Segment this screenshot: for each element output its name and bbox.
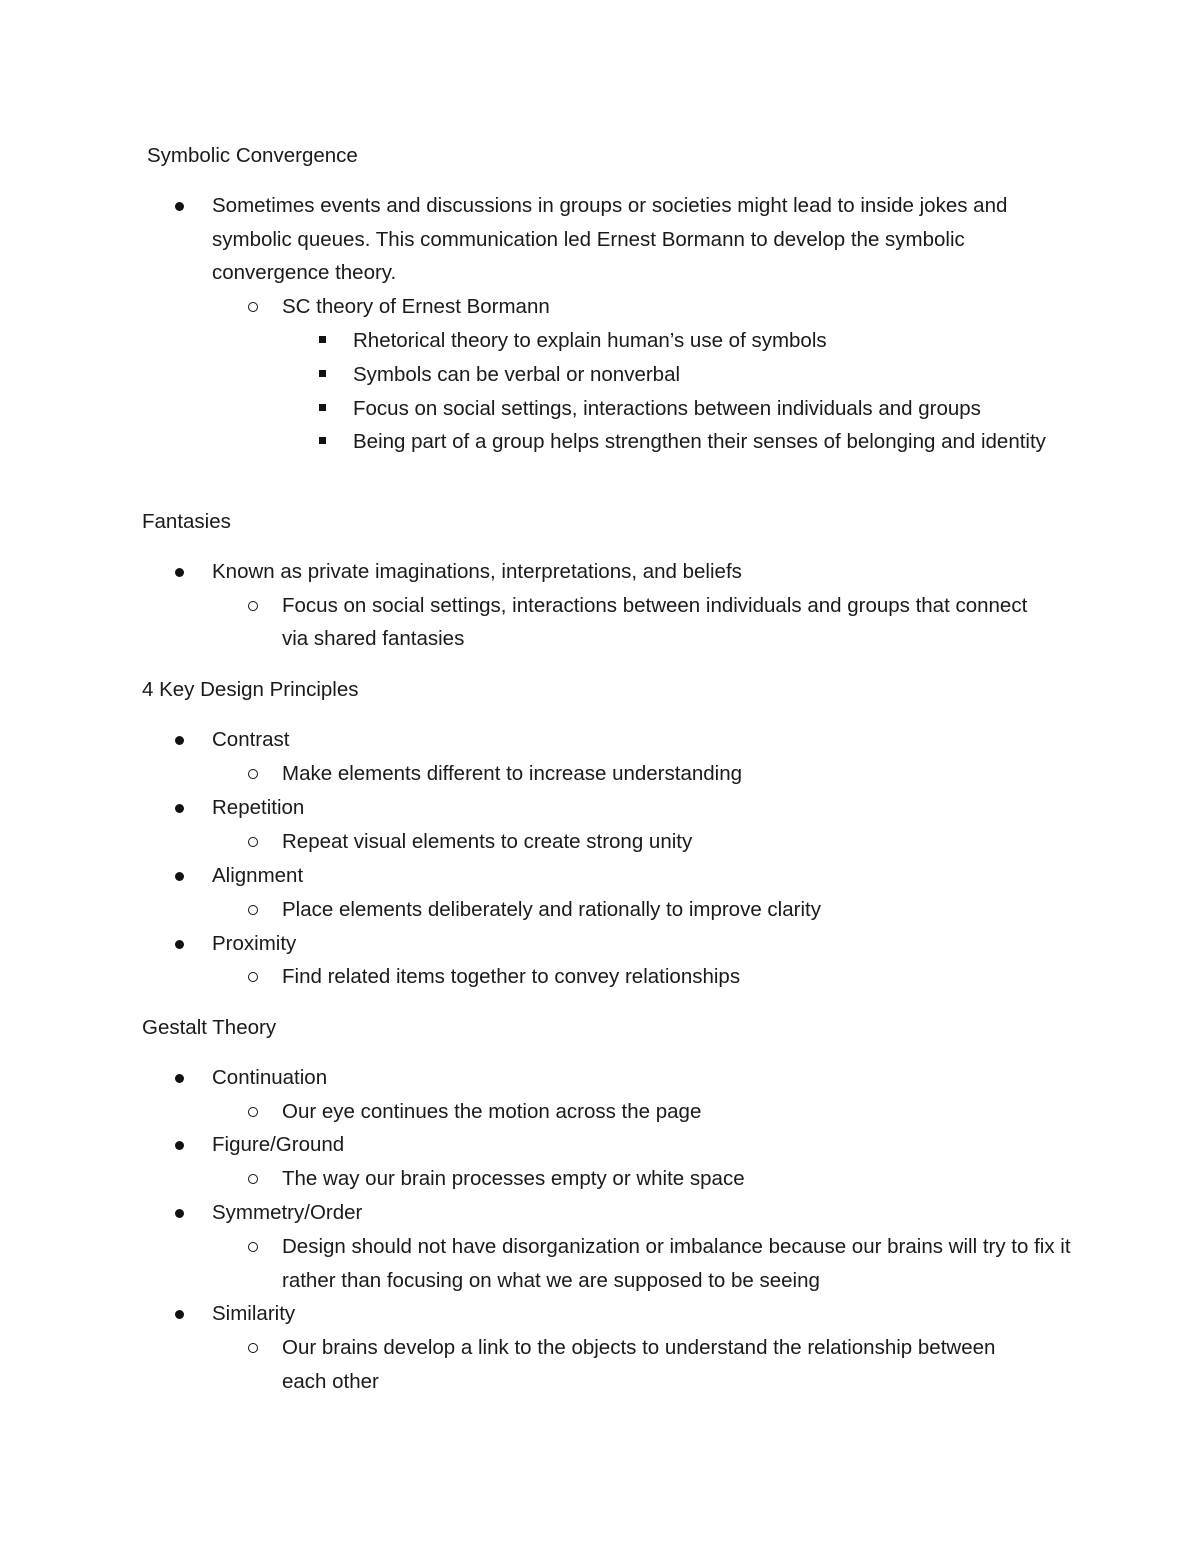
list-item-text: Focus on social settings, interactions between individuals and groups that connect via shared fantasies (282, 593, 1028, 651)
list-item (212, 555, 1082, 589)
list-item-text: Contrast (212, 727, 290, 751)
list-item (282, 825, 1082, 859)
list-item-text: Known as private imaginations, interpretations, and beliefs (212, 559, 742, 583)
bullet-square-icon (319, 336, 326, 343)
list-item (212, 859, 1082, 893)
list-item-text: Our eye continues the motion across the page (282, 1099, 702, 1123)
list-item-text: Design should not have disorganization or imbalance because our brains will try to fix it rather than focusing on what we are supposed to be seeing (282, 1234, 1071, 1292)
bullet-square-icon (319, 370, 326, 377)
bullet-dot-icon (175, 1074, 184, 1083)
list-item-text: Continuation (212, 1065, 328, 1089)
list-item (212, 723, 1082, 757)
list-item-text: Focus on social settings, interactions between individuals and groups (353, 396, 981, 420)
list-item-text: Repeat visual elements to create strong unity (282, 830, 693, 854)
section-design-principles (142, 673, 1082, 994)
list-item-text: Sometimes events and discussions in groups or societies might lead to inside jokes and symbolic queues. This communication led Ernest Bormann to develop the symbolic convergence theory. (212, 193, 1008, 285)
bullet-dot-icon (175, 1310, 184, 1319)
bullet-dot-icon (175, 202, 184, 211)
bullet-circle-icon (248, 1343, 258, 1353)
bullet-dot-icon (175, 736, 184, 745)
list-item-text: Proximity (212, 931, 297, 955)
bullet-circle-icon (248, 769, 258, 779)
list-item-text: Find related items together to convey relationships (282, 965, 741, 989)
list-item-text: Figure/Ground (212, 1133, 345, 1157)
list-item (282, 1162, 1082, 1196)
bullet-dot-icon (175, 1209, 184, 1218)
section-fantasies (142, 505, 1082, 656)
list-item-text: SC theory of Ernest Bormann (282, 295, 550, 319)
list-item-text: Repetition (212, 796, 305, 820)
bullet-square-icon (319, 437, 326, 444)
bullet-circle-icon (248, 302, 258, 312)
bullet-dot-icon (175, 940, 184, 949)
bullet-square-icon (319, 404, 326, 411)
section-gestalt-theory (142, 1011, 1082, 1399)
list-item (212, 1196, 1082, 1230)
bullet-dot-icon (175, 872, 184, 881)
list-item-text: Place elements deliberately and rationally to improve clarity (282, 897, 821, 921)
bullet-dot-icon (175, 1141, 184, 1150)
list-item (282, 960, 1082, 994)
list-item-text: Make elements different to increase understanding (282, 761, 743, 785)
list-item (282, 1095, 1082, 1129)
list-item (353, 392, 1082, 426)
list-item (212, 189, 1082, 290)
section-heading: 4 Key Design Principles (142, 678, 359, 701)
bullet-circle-icon (248, 905, 258, 915)
bullet-circle-icon (248, 1242, 258, 1252)
list-item (212, 927, 1082, 961)
list-item (282, 1331, 1082, 1399)
list-item (353, 358, 1082, 392)
list-item (282, 290, 1082, 324)
list-item (212, 1061, 1082, 1095)
list-item-text: Symbols can be verbal or nonverbal (353, 362, 681, 386)
list-item-text: Alignment (212, 863, 304, 887)
bullet-circle-icon (248, 972, 258, 982)
list-item-text: Our brains develop a link to the objects to understand the relationship between each other (282, 1336, 996, 1393)
list-item (353, 425, 1082, 459)
list-item-text: Being part of a group helps strengthen their senses of belonging and identity (353, 430, 1046, 454)
list-item (282, 757, 1082, 791)
section-heading: Gestalt Theory (142, 1016, 277, 1039)
list-item (353, 324, 1082, 358)
list-item-text: Rhetorical theory to explain human’s use of symbols (353, 328, 827, 352)
bullet-circle-icon (248, 837, 258, 847)
list-item (212, 1128, 1082, 1162)
list-item (212, 1297, 1082, 1331)
list-item-text: Symmetry/Order (212, 1200, 363, 1224)
section-symbolic-convergence (142, 139, 1082, 459)
section-heading: Fantasies (142, 510, 231, 533)
bullet-circle-icon (248, 1107, 258, 1117)
section-heading: Symbolic Convergence (147, 144, 358, 167)
list-item (282, 589, 1082, 657)
bullet-dot-icon (175, 568, 184, 577)
list-item (212, 791, 1082, 825)
list-item (282, 893, 1082, 927)
list-item (282, 1230, 1082, 1298)
bullet-circle-icon (248, 1174, 258, 1184)
bullet-dot-icon (175, 804, 184, 813)
bullet-circle-icon (248, 601, 258, 611)
list-item-text: Similarity (212, 1302, 296, 1326)
list-item-text: The way our brain processes empty or white space (282, 1167, 745, 1191)
